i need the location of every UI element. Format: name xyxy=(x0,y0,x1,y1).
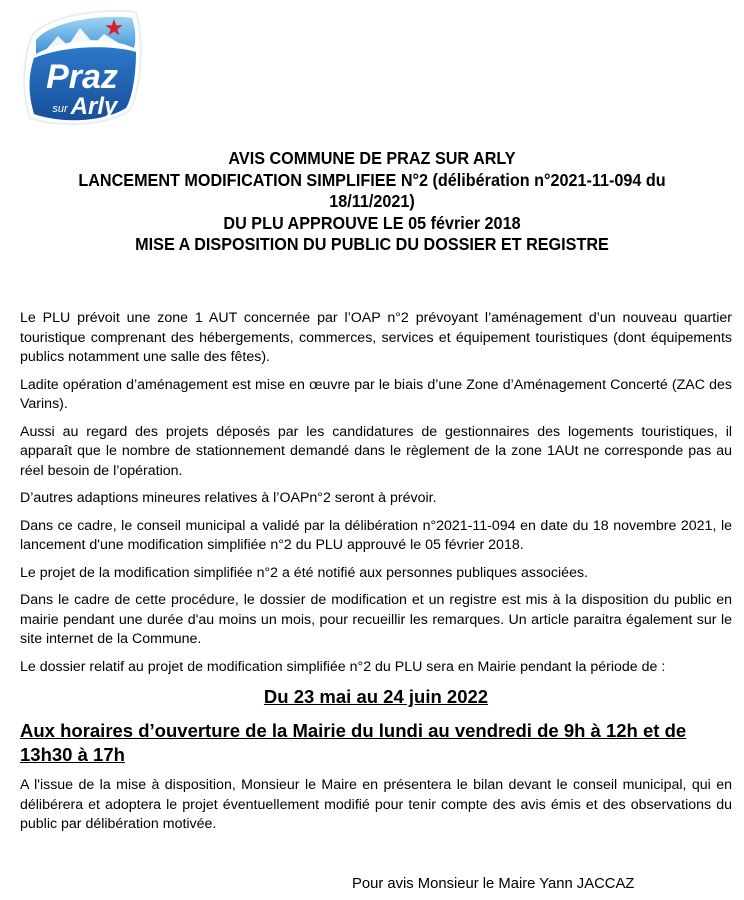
period-dates: Du 23 mai au 24 juin 2022 xyxy=(263,686,489,707)
paragraph-stationnement: Aussi au regard des projets déposés par les candidatures de gestionnaires des logements touristiques, il apparaît que le nombre de stationnement demandé dans le règlement de la zone 1AUt ne corresponde pas au réel besoin de l’opération. xyxy=(20,423,732,479)
mayor-signature: Pour avis Monsieur le Maire Yann JACCAZ xyxy=(352,876,635,892)
svg-text:Arly: Arly xyxy=(70,93,118,120)
praz-sur-arly-logo xyxy=(18,6,146,128)
paragraph-zac: Ladite opération d’aménagement est mise en œuvre par le biais d’une Zone d’Aménagement Concerté (ZAC des Varins). xyxy=(20,376,732,412)
title-line-5: MISE A DISPOSITION DU PUBLIC DU DOSSIER ET REGISTRE xyxy=(135,234,609,254)
svg-text:sur: sur xyxy=(52,103,68,115)
title-line-2: LANCEMENT MODIFICATION SIMPLIFIEE N°2 (délibération n°2021-11-094 du xyxy=(78,169,666,190)
logo-lettering xyxy=(18,6,146,128)
svg-text:Praz: Praz xyxy=(46,58,118,96)
title-line-4: DU PLU APPROUVE LE 05 février 2018 xyxy=(223,212,521,233)
paragraph-notification: Le projet de la modification simplifiée n°2 a été notifié aux personnes publiques associées. xyxy=(20,564,588,581)
notice-title xyxy=(57,148,686,256)
title-line-1: AVIS COMMUNE DE PRAZ SUR ARLY xyxy=(228,148,516,168)
notice-body xyxy=(20,309,732,843)
paragraph-bilan: A l'issue de la mise à disposition, Monsieur le Maire en présentera le bilan devant le conseil municipal, qui en délibérera et adoptera le projet éventuellement modifié pour tenir compte des avis émis et des observations du public par délibération motivée. xyxy=(20,777,732,832)
paragraph-deliberation: Dans ce cadre, le conseil municipal a validé par la délibération n°2021-11-094 en date du 18 novembre 2021, le lancement d'une modification simplifiée n°2 du PLU approuvé le 05 février 2018. xyxy=(20,517,732,553)
paragraph-adaptions: D’autres adaptions mineures relatives à l’OAPn°2 seront à prévoir. xyxy=(20,490,437,506)
paragraph-oap: Le PLU prévoit une zone 1 AUT concernée par l’OAP n°2 prévoyant l’aménagement d’un nouveau quartier touristique comprenant des hébergements, commerces, services et équipement touristiques (dont équipements publics notamment une salle des fêtes). xyxy=(20,310,732,365)
paragraph-periode: Le dossier relatif au projet de modification simplifiée n°2 du PLU sera en Mairie pendant la période de : xyxy=(20,658,666,675)
opening-hours: Aux horaires d’ouverture de la Mairie du lundi au vendredi de 9h à 12h et de 13h30 à 17h xyxy=(20,720,687,765)
paragraph-procedure: Dans le cadre de cette procédure, le dossier de modification et un registre est mis à la disposition du public en mairie pendant une durée d'au moins un mois, pour recueillir les remarques. Un article paraitra également sur le site internet de la Commune. xyxy=(20,592,732,647)
title-line-3: 18/11/2021) xyxy=(329,191,415,211)
